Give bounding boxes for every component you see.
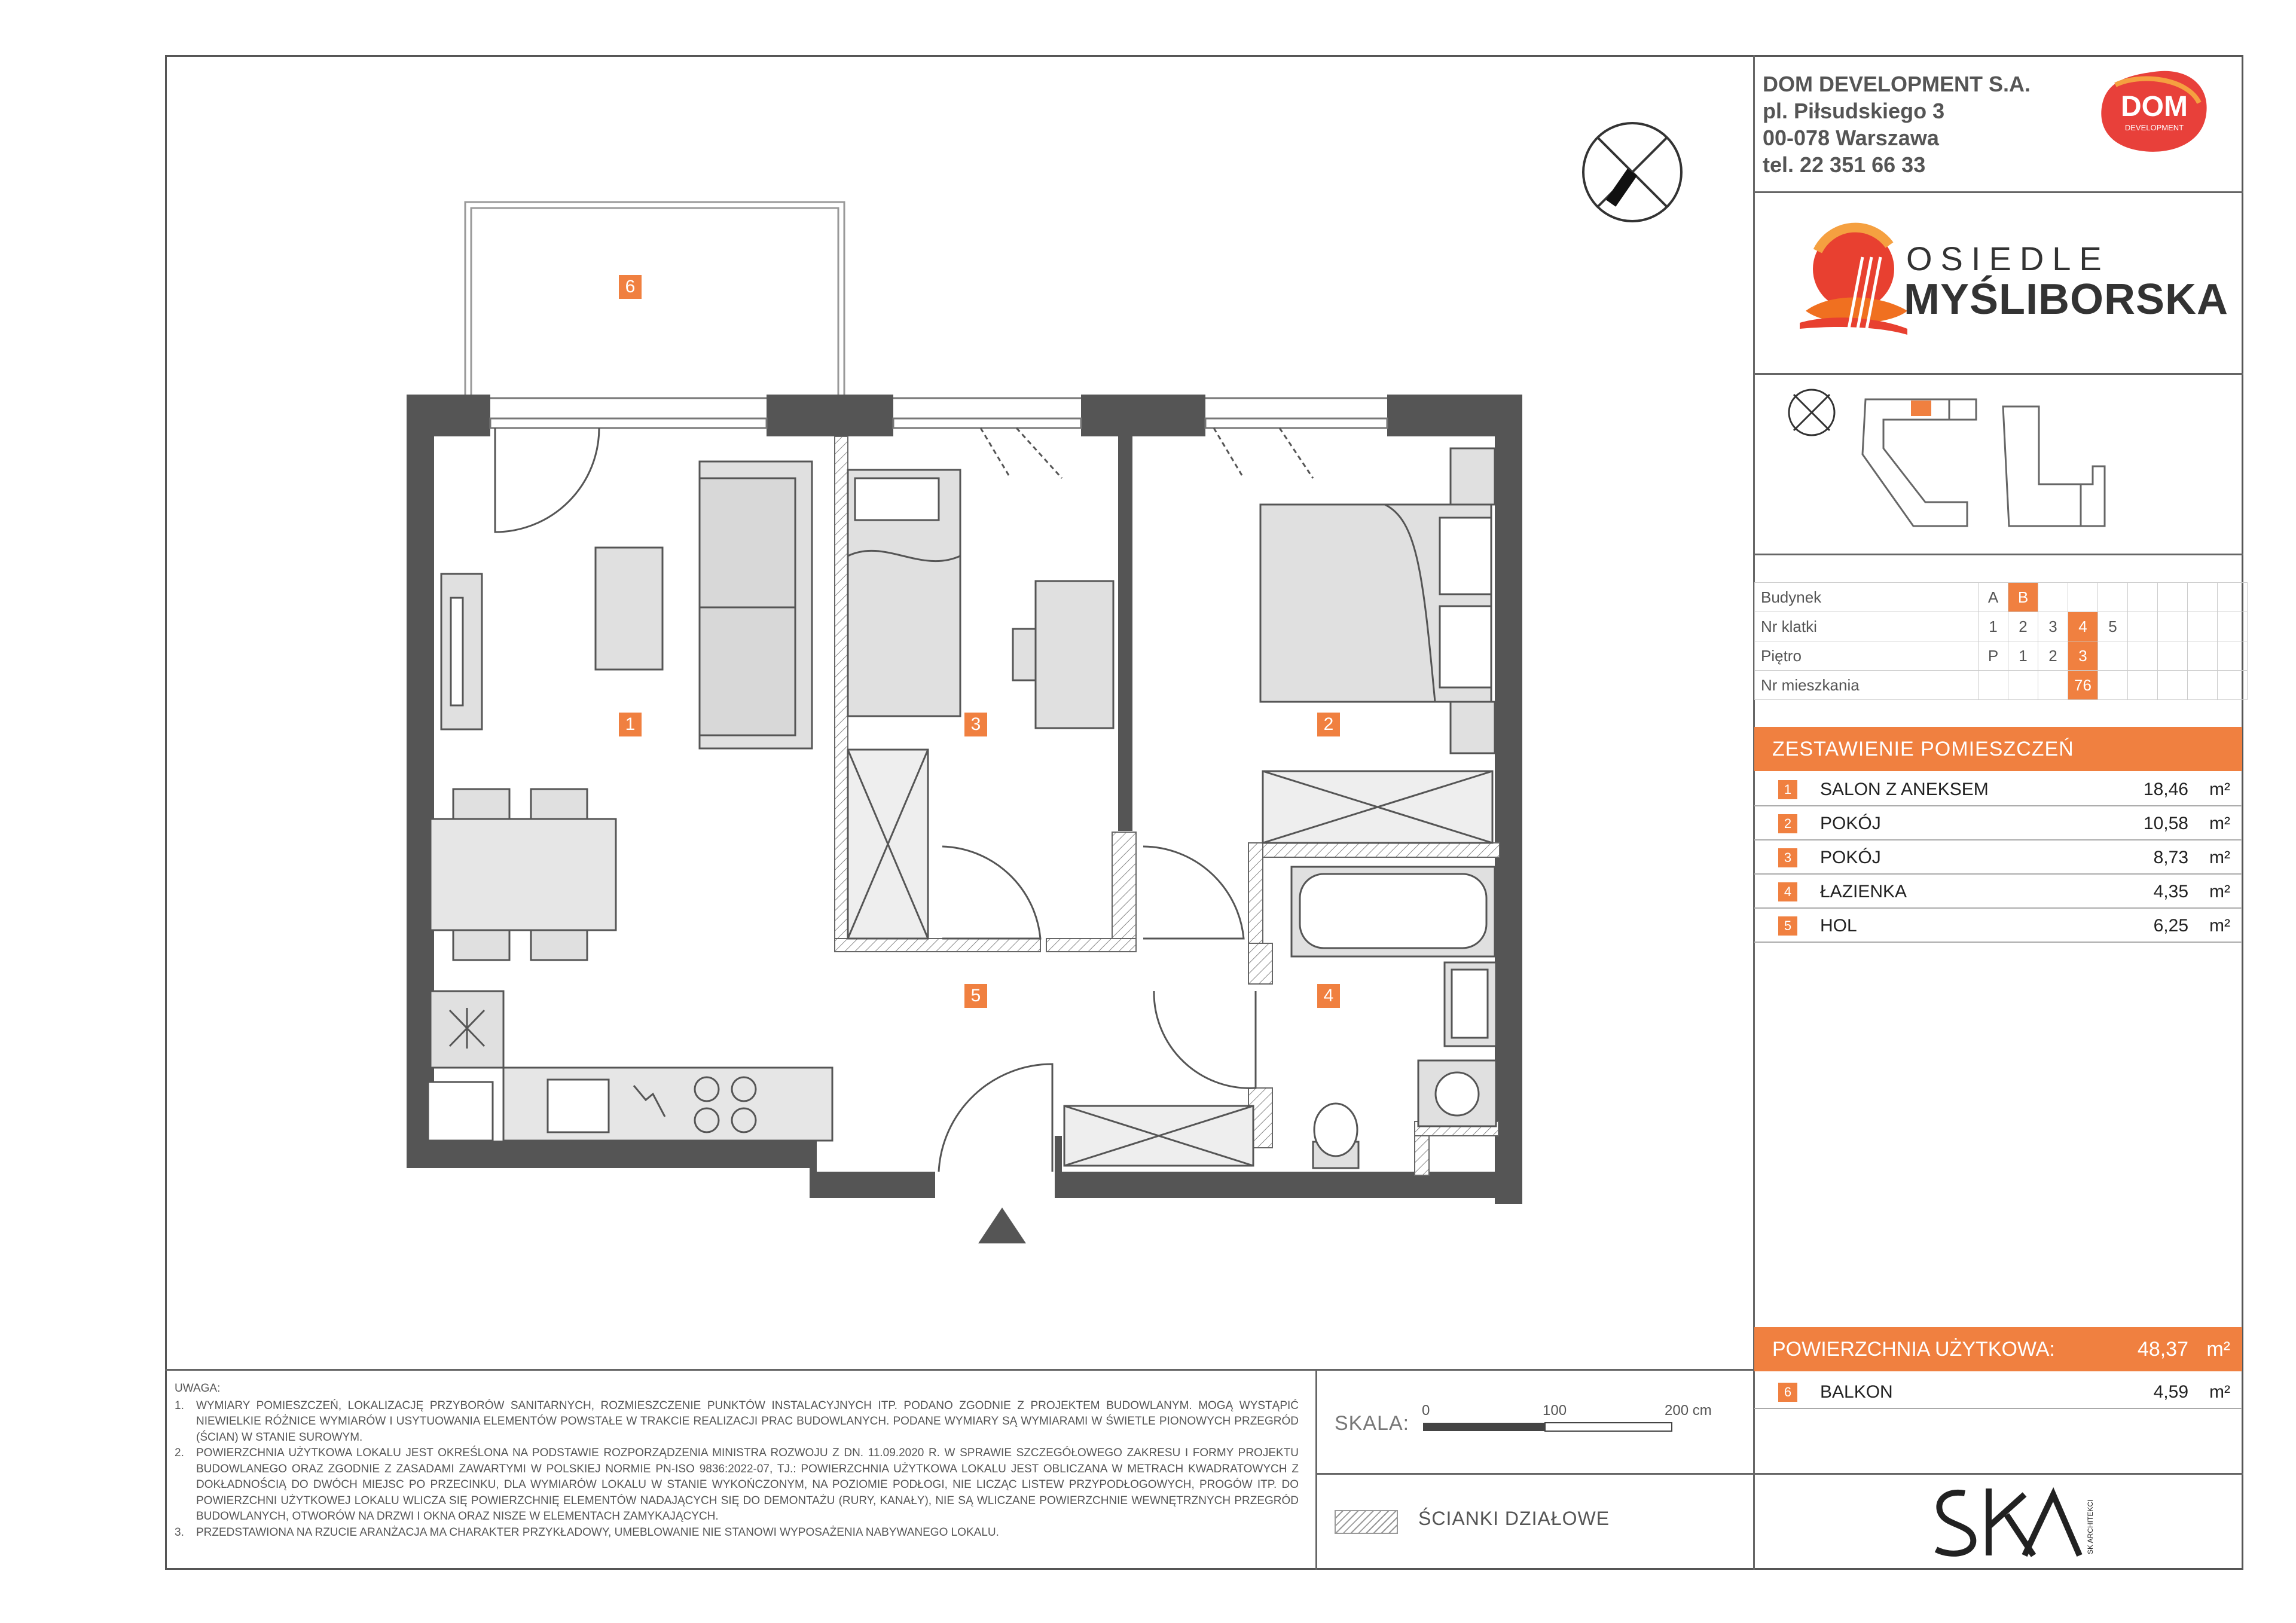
note-1: 1. WYMIARY POMIESZCZEŃ, LOKALIZACJĘ PRZYBORÓW SANITARNYCH, ROZMIESZCZENIE PUNKTÓW INSTALACYJNYCH ITP. PODANO ZGODNIE Z PROJEKTEM BUDOWLANYM. MOGĄ WYSTĄPIĆ NIEWIELKIE RÓŻNICE WYMIARÓW I USYTUOWANIA ELEMENTÓW POWSTAŁE W TRAKCIE REALIZACJI PRAC BUDOWLANYCH. PODANE WYMIARY SĄ WYMIARAMI W ŚWIETLE PIONOWYCH PRZEGRÓD (ŚCIAN) W STANIE SUROWYM.	[175, 1399, 1299, 1444]
room-row	[1754, 840, 2242, 875]
header-divider-2	[1754, 373, 2243, 375]
location-key-row	[1755, 583, 2248, 612]
location-key-cell	[2218, 641, 2248, 671]
location-key-cell: 2	[2008, 612, 2038, 641]
location-key-cell	[2038, 671, 2068, 700]
room-row	[1754, 772, 2242, 806]
notes-block	[175, 1381, 1299, 1541]
room-unit: m²	[2209, 916, 2230, 936]
location-key-row	[1755, 671, 2248, 700]
location-key-cell	[2008, 671, 2038, 700]
room-num: 5	[1778, 916, 1797, 936]
entrance-arrow-icon	[978, 1208, 1026, 1243]
notes-divider	[165, 1369, 1754, 1371]
location-key-cell: 3	[2038, 612, 2068, 641]
header-divider-1	[1754, 191, 2243, 193]
dom-development-logo-icon	[2097, 67, 2211, 157]
location-key-cell: A	[1979, 583, 2008, 612]
location-key-cell: 2	[2038, 641, 2068, 671]
scale-tick-200: 200 cm	[1665, 1402, 1712, 1419]
partition-legend-label: ŚCIANKI DZIAŁOWE	[1418, 1508, 1610, 1529]
location-key-label: Piętro	[1755, 641, 1979, 671]
project-name-line1: OSIEDLE	[1906, 240, 2110, 277]
location-key-cell	[1979, 671, 2008, 700]
company-address-2: 00-078 Warszawa	[1763, 126, 1939, 150]
room-name: SALON Z ANEKSEM	[1820, 780, 1989, 799]
room3-furniture	[848, 470, 1113, 939]
notes-title: UWAGA:	[175, 1382, 221, 1395]
room-row	[1754, 806, 2242, 840]
location-key-cell	[2128, 671, 2158, 700]
key-plan-compass-icon	[1789, 390, 1834, 435]
room-num: 4	[1778, 882, 1797, 901]
tag-room-2: 2	[1317, 713, 1340, 736]
location-key-cell	[2188, 583, 2218, 612]
location-key-cell: 76	[2068, 671, 2098, 700]
scale-bar	[1423, 1419, 1674, 1434]
location-key-cell: P	[1979, 641, 2008, 671]
location-key-cell	[2218, 671, 2248, 700]
balcony-area: 4,59	[2153, 1382, 2188, 1402]
dom-logo-subtext: DEVELOPMENT	[2124, 123, 2184, 132]
room-area: 6,25	[2153, 916, 2188, 936]
location-key-label: Nr mieszkania	[1755, 671, 1979, 700]
location-key-cell	[2158, 671, 2188, 700]
location-key-table	[1754, 582, 2248, 700]
footer-divider	[1754, 1473, 2243, 1475]
location-key-cell	[2068, 583, 2098, 612]
balcony-name: BALKON	[1820, 1382, 1893, 1402]
tag-room-1: 1	[619, 713, 642, 736]
room-area: 10,58	[2143, 814, 2188, 833]
key-plan	[1770, 383, 2236, 544]
location-key-cell: 4	[2068, 612, 2098, 641]
room-area: 8,73	[2153, 848, 2188, 867]
windows	[490, 398, 1387, 428]
room-num: 2	[1778, 814, 1797, 833]
rooms-header: ZESTAWIENIE POMIESZCZEŃ	[1754, 727, 2242, 771]
company-block	[1763, 71, 2031, 178]
balcony-outline	[465, 202, 844, 395]
osiedle-sun-logo-icon	[1794, 221, 1913, 347]
balcony-number: 6	[1778, 1383, 1797, 1402]
room-name: HOL	[1820, 916, 1857, 936]
ska-architekci-logo-icon	[1923, 1477, 2102, 1566]
scale-tick-0: 0	[1422, 1402, 1430, 1419]
room-num: 1	[1778, 780, 1797, 799]
key-plan-building-a	[1863, 399, 1976, 526]
location-key-cell: 5	[2098, 612, 2128, 641]
room-name: ŁAZIENKA	[1820, 882, 1907, 901]
room-unit: m²	[2209, 882, 2230, 901]
room-row	[1754, 875, 2242, 909]
room-unit: m²	[2209, 814, 2230, 833]
total-area	[1754, 1327, 2242, 1371]
room-name: POKÓJ	[1820, 848, 1881, 867]
location-key-cell: B	[2008, 583, 2038, 612]
company-name: DOM DEVELOPMENT S.A.	[1763, 72, 2031, 96]
tag-room-4: 4	[1317, 984, 1340, 1008]
balcony-row	[1754, 1375, 2242, 1409]
room-num: 3	[1778, 848, 1797, 867]
location-key-label: Nr klatki	[1755, 612, 1979, 641]
location-key-cell: 3	[2068, 641, 2098, 671]
room-area: 18,46	[2143, 780, 2188, 799]
room2-furniture	[1260, 448, 1495, 843]
location-key-cell	[2098, 641, 2128, 671]
total-label: POWIERZCHNIA UŻYTKOWA:	[1772, 1338, 2055, 1361]
room-area: 4,35	[2153, 882, 2188, 901]
location-key-cell	[2128, 641, 2158, 671]
location-key-cell	[2098, 671, 2128, 700]
ska-sub: SK ARCHITEKCI	[2086, 1499, 2095, 1554]
header-divider-3	[1754, 554, 2243, 555]
location-key-cell	[2038, 583, 2068, 612]
total-unit: m²	[2206, 1338, 2230, 1361]
company-phone: tel. 22 351 66 33	[1763, 152, 1926, 177]
partition-hatch-swatch	[1335, 1510, 1398, 1534]
scale-tick-100: 100	[1543, 1402, 1567, 1419]
tag-room-5: 5	[964, 984, 987, 1008]
room-row	[1754, 909, 2242, 943]
project-name-line2: MYŚLIBORSKA	[1904, 276, 2229, 323]
tag-room-6: 6	[619, 275, 642, 299]
location-key-cell	[2218, 583, 2248, 612]
key-plan-building-b	[2003, 406, 2105, 526]
dom-logo-text: DOM	[2121, 91, 2188, 123]
location-key-cell	[2188, 671, 2218, 700]
location-key-cell: 1	[2008, 641, 2038, 671]
location-key-cell	[2158, 641, 2188, 671]
scale-divider	[1315, 1369, 1317, 1570]
location-key-cell	[2098, 583, 2128, 612]
room-unit: m²	[2209, 848, 2230, 867]
company-address-1: pl. Piłsudskiego 3	[1763, 99, 1945, 123]
room-unit: m²	[2209, 780, 2230, 799]
location-key-cell	[2158, 612, 2188, 641]
location-key-cell	[2188, 612, 2218, 641]
north-compass-icon	[1583, 123, 1681, 221]
room-name: POKÓJ	[1820, 814, 1881, 833]
total-value: 48,37	[2137, 1338, 2188, 1361]
legend-divider	[1317, 1473, 1754, 1475]
location-key-cell	[2158, 583, 2188, 612]
living-room-furniture	[428, 461, 832, 1141]
location-key-row	[1755, 612, 2248, 641]
location-key-cell: 1	[1979, 612, 2008, 641]
note-3: 3. PRZEDSTAWIONA NA RZUCIE ARANŻACJA MA CHARAKTER PRZYKŁADOWY, UMEBLOWANIE NIE STANOWI WYPOSAŻENIA NABYWANEGO LOKALU.	[175, 1526, 999, 1539]
location-key-row	[1755, 641, 2248, 671]
location-key-label: Budynek	[1755, 583, 1979, 612]
tag-room-3: 3	[964, 713, 987, 736]
location-key-cell	[2128, 612, 2158, 641]
location-key-cell	[2218, 612, 2248, 641]
balcony-unit: m²	[2209, 1382, 2230, 1402]
location-key-cell	[2188, 641, 2218, 671]
scale-label: SKALA:	[1335, 1412, 1410, 1435]
key-plan-apartment-marker	[1911, 401, 1931, 416]
note-2: 2. POWIERZCHNIA UŻYTKOWA LOKALU JEST OKREŚLONA NA PODSTAWIE ROZPORZĄDZENIA MINISTRA ROZWOJU Z DN. 11.09.2020 R. W SPRAWIE SZCZEGÓŁOWEGO ZAKRESU I FORMY PROJEKTU BUDOWLANEGO ORAZ ZGODNIE Z ZASADAMI ZAWARTYMI W POLSKIEJ NORMIE PN-ISO 9836:2022-07, TJ.: POWIERZCHNIA UŻYTKOWA LOKALU JEST OBLICZANA W METRACH KWADRATOWYCH Z DOKŁADNOŚCIĄ DO DWÓCH MIEJSC PO PRZECINKU, DLA WYMIARÓW LOKALU W STANIE WYKOŃCZONYM, NA POZIOMIE PODŁOGI, NIE LICZĄC LISTEW PRZYPODŁOGOWYCH, PROGÓW ITP. DO POWIERZCHNI UŻYTKOWEJ LOKALU WLICZA SIĘ POWIERZCHNIĘ ELEMENTÓW NADAJĄCYCH SIĘ DO DEMONTAŻU (RURY, KANAŁY), NIE SĄ WLICZANE POWIERZCHNIE WEWNĘTRZNYCH PRZEGRÓD BUDOWLANYCH, OTWORÓW NA DRZWI I OKNA ORAZ NISZE W ELEMENTACH ZAMYKAJĄCYCH.	[175, 1447, 1299, 1523]
location-key-cell	[2128, 583, 2158, 612]
